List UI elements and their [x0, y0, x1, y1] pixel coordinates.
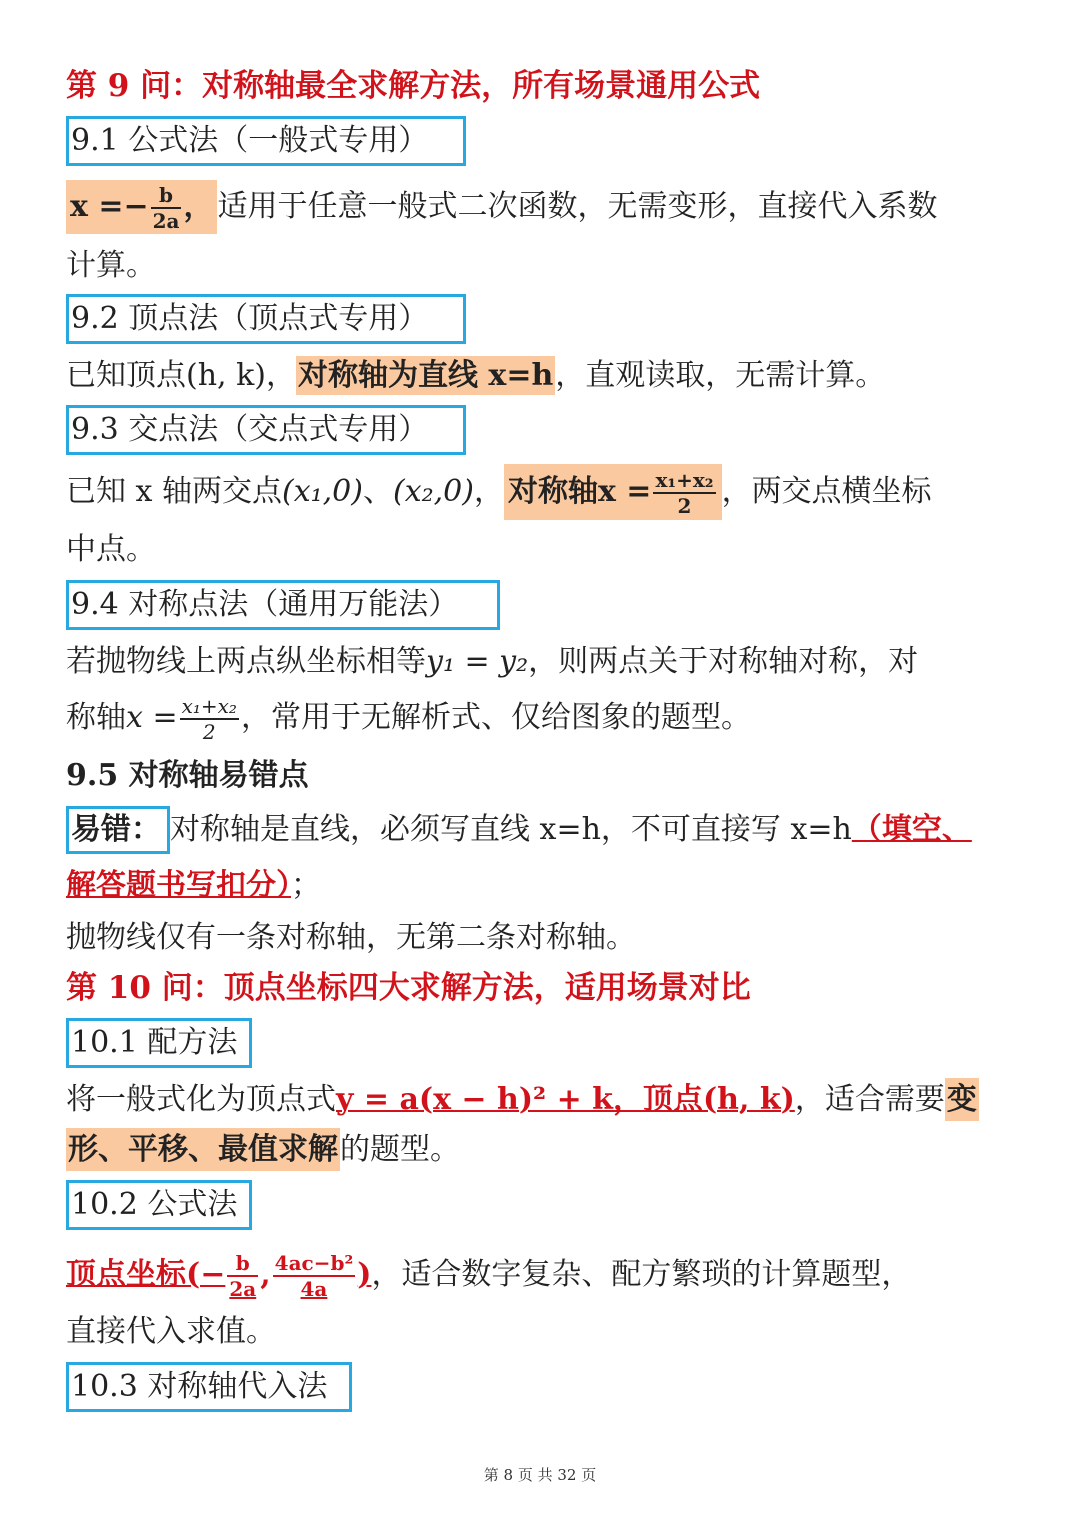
midpoint-numerator: x₁+x₂ [655, 468, 714, 492]
formula-tail: ， [183, 189, 214, 224]
section-9-3-comma: ， [473, 474, 504, 509]
section-9-4-line1 [66, 642, 918, 682]
section-10-2-line2: 直接代入求值。 [66, 1314, 276, 1349]
section-10-1-title: 10.1 配方法 [66, 1018, 252, 1068]
q9-heading: 第 9 问：对称轴最全求解方法，所有场景通用公式 [66, 68, 761, 104]
formula-denominator: 2a [152, 209, 180, 233]
section-9-4-text-c: 称轴 [66, 700, 126, 735]
section-9-1-text1: 适用于任意一般式二次函数，无需变形，直接代入系数 [217, 189, 938, 224]
section-9-4-text-a: 若抛物线上两点纵坐标相等 [66, 644, 426, 679]
midpoint-formula-label: 对称轴x = [507, 474, 652, 509]
vertex-y-denominator: 4a [300, 1277, 328, 1301]
section-10-1-highlight-b: 形、平移、最值求解 [66, 1128, 340, 1171]
vertex-comma: , [260, 1257, 271, 1292]
formula-highlight [66, 180, 217, 234]
page-footer: 第 8 页 共 32 页 [483, 1466, 597, 1484]
section-9-5-semicolon: ； [291, 868, 321, 903]
section-9-4-fraction [180, 696, 239, 742]
section-10-1-line1 [66, 1080, 979, 1120]
vertex-coord-label: 顶点坐标(− [66, 1257, 226, 1292]
section-9-3-text-a: 已知 x 轴两交点 [66, 474, 282, 509]
section-9-2-line [66, 356, 885, 396]
vertex-y-numerator: 4ac−b² [274, 1251, 354, 1275]
q10-heading: 第 10 问：顶点坐标四大求解方法，适用场景对比 [66, 970, 751, 1006]
section-9-2-text-b: ，直观读取，无需计算。 [555, 358, 886, 393]
vertex-x-fraction [227, 1253, 258, 1299]
axis-highlight [296, 356, 555, 395]
section-9-1-line2: 计算。 [66, 248, 156, 283]
section-10-1-text-b: ，适合需要 [794, 1082, 945, 1117]
section-10-2-title: 10.2 公式法 [66, 1180, 252, 1230]
formula-lhs: x =− [70, 189, 149, 224]
vertex-x-numerator: b [227, 1253, 258, 1277]
vertex-form-formula: y = a(x − h)² + k，顶点(h, k) [336, 1082, 795, 1117]
section-9-5-line2 [66, 866, 321, 906]
section-9-5-title: 9.5 对称轴易错点 [66, 758, 309, 793]
section-10-1-line2 [66, 1130, 460, 1170]
section-9-5-red-a: （填空、 [851, 812, 972, 847]
section-9-4-text-b: ，则两点关于对称轴对称，对 [528, 644, 919, 679]
midpoint-fraction [653, 470, 715, 516]
intersection-point-1: (x₁,0) [282, 474, 363, 509]
formula-numerator: b [151, 185, 182, 209]
section-9-3-line2: 中点。 [66, 532, 156, 567]
section-9-4-line2 [66, 690, 751, 746]
section-9-3-title: 9.3 交点法（交点式专用） [66, 405, 466, 455]
section-9-4-x-eq: x = [126, 700, 178, 735]
section-9-1-title: 9.1 公式法（一般式专用） [66, 116, 466, 166]
section-9-4-text-d: ，常用于无解析式、仅给图象的题型。 [240, 700, 751, 735]
vertex-x-denominator: 2a [229, 1277, 257, 1301]
section-9-3-line1 [66, 464, 932, 520]
intersection-point-2: (x₂,0) [392, 474, 474, 509]
section-9-3-sep: 、 [362, 474, 393, 509]
section-9-5-line3: 抛物线仅有一条对称轴，无第二条对称轴。 [66, 920, 636, 955]
section-10-3-title: 10.3 对称轴代入法 [66, 1362, 352, 1412]
section-9-3-text-b: ，两交点横坐标 [721, 474, 932, 509]
mistake-label-box [66, 806, 170, 854]
section-9-4-denominator: 2 [202, 720, 216, 744]
section-10-2-line1 [66, 1244, 911, 1306]
midpoint-formula-highlight [504, 464, 722, 520]
section-9-2-text-a: 已知顶点(h, k)， [66, 358, 296, 393]
section-9-5-red-b: 解答题书写扣分） [66, 868, 291, 903]
section-10-1-highlight-a: 变 [945, 1078, 979, 1121]
section-9-5-line1 [66, 806, 972, 856]
midpoint-denominator: 2 [677, 494, 692, 518]
section-9-2-title: 9.2 顶点法（顶点式专用） [66, 294, 466, 344]
vertex-close-paren: ) [357, 1257, 372, 1292]
section-9-4-title: 9.4 对称点法（通用万能法） [66, 580, 500, 630]
section-10-2-text-a: ，适合数字复杂、配方繁琐的计算题型， [371, 1257, 912, 1292]
formula-fraction [151, 185, 182, 231]
mistake-label: 易错： [71, 812, 161, 847]
axis-highlight-text: 对称轴为直线 x=h [297, 358, 554, 393]
section-10-1-text-c: 的题型。 [340, 1132, 460, 1167]
section-9-4-numerator: x₁+x₂ [181, 694, 237, 718]
vertex-y-fraction [273, 1253, 356, 1299]
section-9-1-line1 [66, 180, 937, 234]
equal-y-equation: y₁ = y₂ [426, 644, 529, 679]
section-9-5-text-a: 对称轴是直线，必须写直线 x=h，不可直接写 x=h [170, 812, 852, 847]
section-10-1-text-a: 将一般式化为顶点式 [66, 1082, 336, 1117]
